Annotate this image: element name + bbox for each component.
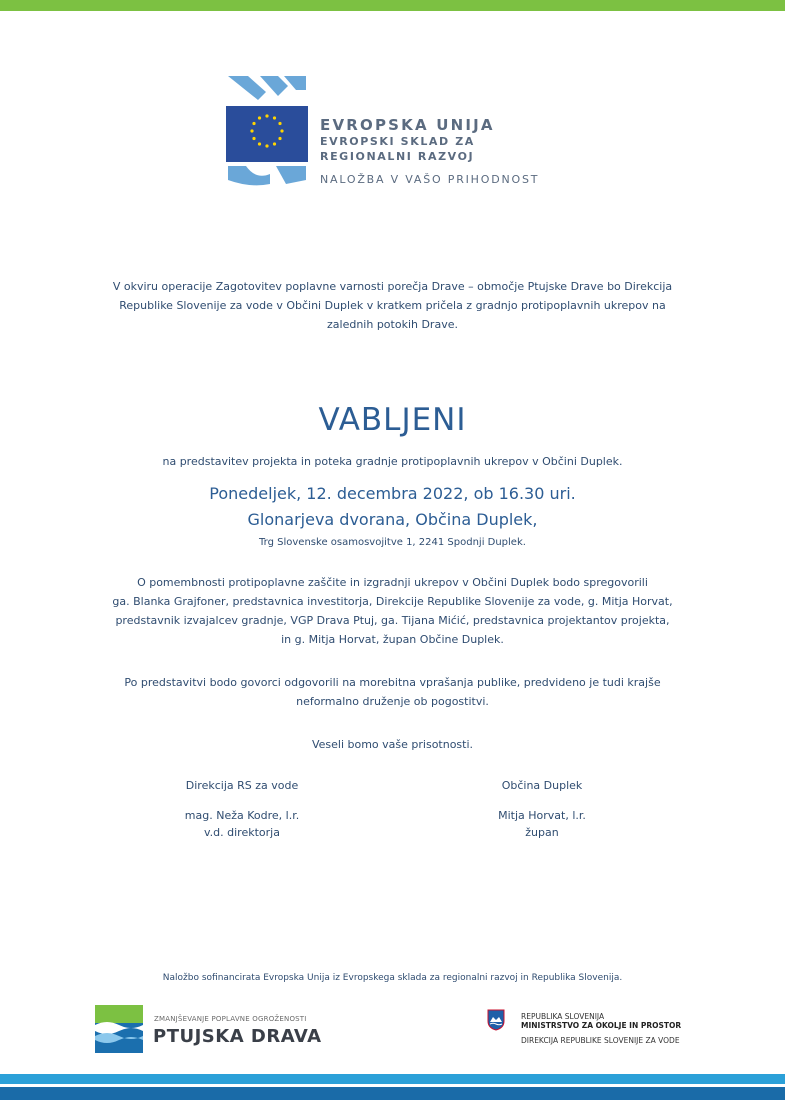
eu-logo-tagline: NALOŽBA V VAŠO PRIHODNOST	[320, 173, 540, 186]
eu-logo-text	[320, 116, 539, 187]
signature-right-name: Mitja Horvat, l.r.	[498, 809, 586, 822]
event-address: Trg Slovenske osamosvojitve 1, 2241 Spodnji Duplek.	[259, 537, 526, 548]
invite-text: na predstavitev projekta in poteka gradnje protipoplavnih ukrepov v Občini Duplek.	[162, 455, 623, 468]
signature-left-name: mag. Neža Kodre, l.r.	[184, 809, 300, 822]
ptujska-drava-subtitle: ZMANJŠEVANJE POPLAVNE OGROŽENOSTI	[154, 1015, 307, 1023]
eu-logo-line2: EVROPSKI SKLAD ZA	[320, 135, 475, 148]
speakers-line-4: in g. Mitja Horvat, župan Občine Duplek.	[281, 633, 504, 646]
after-presentation-paragraph	[60, 673, 725, 711]
ptujska-drava-logo-icon	[95, 1005, 143, 1053]
ministry-line1: REPUBLIKA SLOVENIJA	[521, 1012, 605, 1021]
signature-left	[122, 777, 362, 841]
event-date: Ponedeljek, 12. decembra 2022, ob 16.30 uri.	[209, 484, 576, 503]
signature-right	[422, 777, 662, 841]
eu-logo	[226, 70, 566, 188]
after-line-2: neformalno druženje ob pogostitvi.	[296, 695, 489, 708]
eu-logo-line1: EVROPSKA UNIJA	[320, 116, 495, 134]
eu-flag-icon	[226, 70, 308, 186]
bottom-accent-bar-dark	[0, 1087, 785, 1100]
signature-right-org: Občina Duplek	[501, 779, 583, 792]
bottom-accent-bar-light	[0, 1074, 785, 1084]
signature-right-role: župan	[525, 826, 559, 839]
signature-left-org: Direkcija RS za vode	[185, 779, 299, 792]
event-venue: Glonarjeva dvorana, Občina Duplek,	[247, 510, 538, 529]
top-accent-bar	[0, 0, 785, 11]
intro-line-2: Republike Slovenije za vode v Občini Duplek v kratkem pričela z gradnjo protipoplavnih ukrepov na	[119, 299, 666, 312]
page-title: VABLJENI	[318, 402, 467, 438]
ministry-logo	[487, 1009, 707, 1049]
ministry-line3: DIREKCIJA REPUBLIKE SLOVENIJE ZA VODE	[521, 1036, 680, 1045]
eu-logo-line3: REGIONALNI RAZVOJ	[320, 150, 475, 163]
funding-note: Naložbo sofinancirata Evropska Unija iz Evropskega sklada za regionalni razvoj in Republika Slovenija.	[162, 973, 623, 983]
after-line-1: Po predstavitvi bodo govorci odgovorili na morebitna vprašanja publike, predvideno je tudi krajše	[124, 676, 661, 689]
slovenia-crest-icon	[487, 1009, 505, 1031]
welcome-text: Veseli bomo vaše prisotnosti.	[311, 738, 474, 751]
signature-left-role: v.d. direktorja	[204, 826, 280, 839]
intro-paragraph	[60, 277, 725, 334]
intro-line-1: V okviru operacije Zagotovitev poplavne varnosti porečja Drave – območje Ptujske Drave bo Direkcija	[112, 280, 673, 293]
ptujska-drava-title: PTUJSKA DRAVA	[153, 1026, 322, 1047]
speakers-line-2: ga. Blanka Grajfoner, predstavnica investitorja, Direkcije Republike Slovenije za vode, g. Mitja Horvat,	[112, 595, 673, 608]
speakers-paragraph	[60, 573, 725, 649]
intro-line-3: zalednih potokih Drave.	[327, 318, 458, 331]
ministry-line2: MINISTRSTVO ZA OKOLJE IN PROSTOR	[521, 1021, 682, 1030]
speakers-line-1: O pomembnosti protipoplavne zaščite in izgradnji ukrepov v Občini Duplek bodo spregovorili	[137, 576, 648, 589]
speakers-line-3: predstavnik izvajalcev gradnje, VGP Drava Ptuj, ga. Tijana Mićić, predstavnica projektantov projekta,	[115, 614, 670, 627]
ptujska-drava-logo	[95, 1003, 325, 1053]
